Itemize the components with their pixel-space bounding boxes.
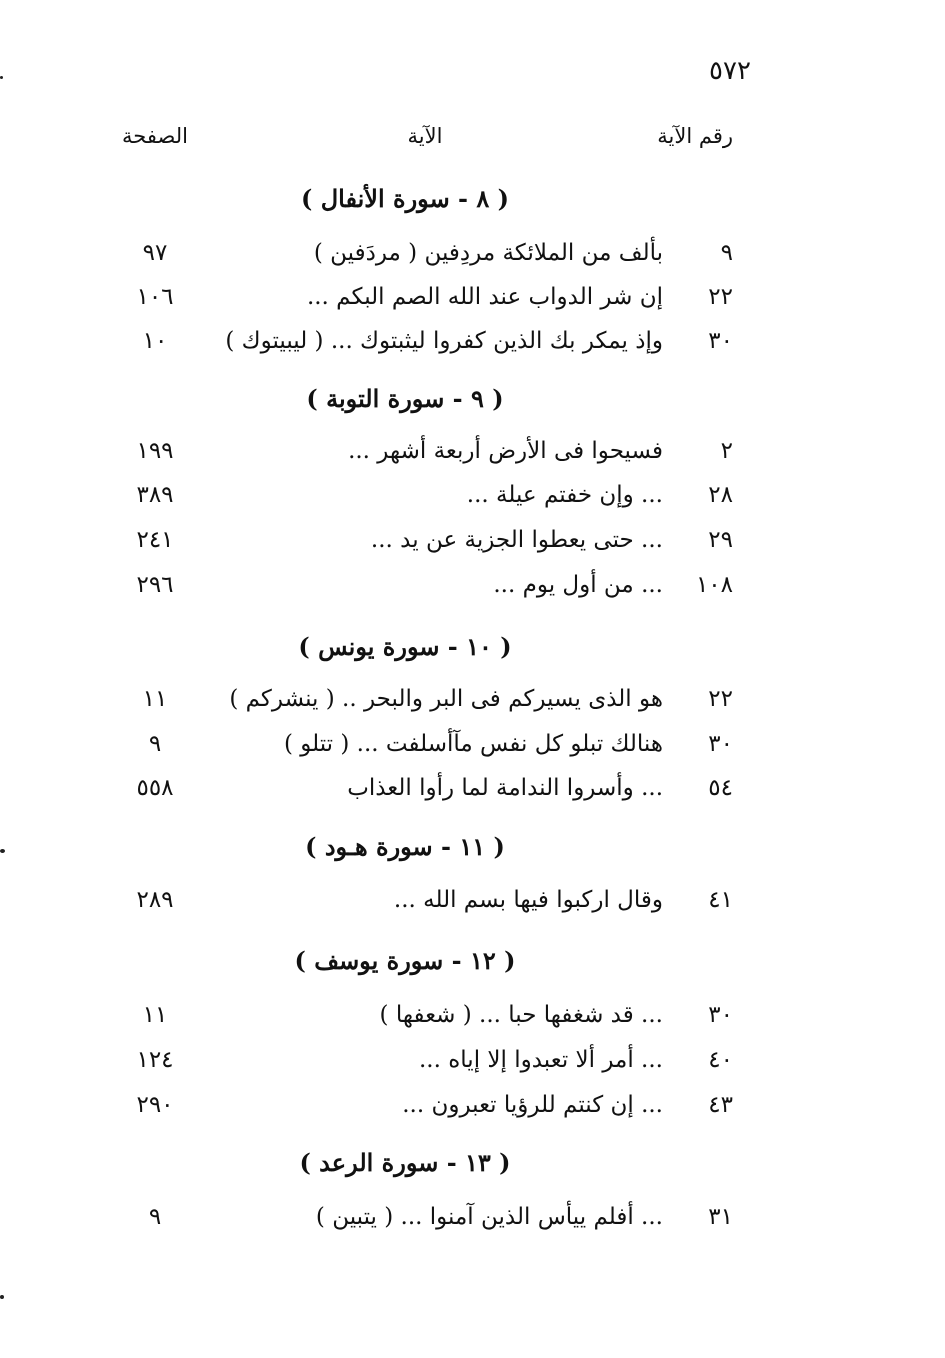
- table-row: [0, 572, 945, 612]
- table-row: [0, 686, 945, 726]
- page-ref: ١١: [142, 1002, 168, 1028]
- ayah-text: فسيحوا فى الأرض أربعة أشهر ...: [348, 438, 663, 464]
- ayah-text: وإذ يمكر بك الذين كفروا ليثبتوك ... ( ليبيتوك ): [225, 328, 663, 354]
- header-page: الصفحة: [122, 124, 188, 148]
- table-row: [0, 328, 945, 368]
- ayah-number: ٤٠: [708, 1047, 733, 1073]
- section-title: ( ٨ - سورة الأنفال ): [301, 184, 509, 213]
- ayah-text: ... وأسروا الندامة لما رأوا العذاب: [347, 775, 663, 801]
- ayah-number: ٣٠: [708, 328, 733, 354]
- ayah-text: هو الذى يسيركم فى البر والبحر .. ( ينشركم ): [229, 686, 663, 712]
- table-row: [0, 482, 945, 522]
- page-ref: ١٩٩: [136, 438, 174, 464]
- header-ayah: الآية: [407, 124, 443, 148]
- page-ref: ٩: [148, 1204, 162, 1230]
- ayah-text: ... من أول يوم ...: [493, 572, 663, 598]
- section-title: ( ٩ - سورة التوبة ): [306, 384, 504, 413]
- page-ref: ٢٨٩: [136, 887, 174, 913]
- table-row: [0, 284, 945, 324]
- ayah-text: ... حتى يعطوا الجزية عن يد ...: [370, 527, 663, 553]
- ayah-text: إن شر الدواب عند الله الصم البكم ...: [306, 284, 663, 310]
- table-row: [0, 775, 945, 815]
- page-ref: ٥٥٨: [136, 775, 174, 801]
- section-title: ( ١٣ - سورة الرعد ): [299, 1148, 511, 1177]
- ayah-text: بألف من الملائكة مردِفين ( مردَفين ): [313, 240, 663, 266]
- ayah-text: وقال اركبوا فيها بسم الله ...: [393, 887, 663, 913]
- section-title: ( ١١ - سورة هـود ): [305, 832, 505, 861]
- page-ref: ٩٧: [142, 240, 168, 266]
- ayah-number: ٩: [720, 240, 733, 266]
- page-ref: ١٢٤: [136, 1047, 174, 1073]
- page-number: ٥٧٢: [709, 56, 751, 86]
- ayah-number: ٣٠: [708, 731, 733, 757]
- page-ref: ٢٩٦: [136, 572, 174, 598]
- ayah-text: ... أمر ألا تعبدوا إلا إياه ...: [418, 1047, 663, 1073]
- ayah-text: ... قد شغفها حبا ... ( شعفها ): [379, 1002, 663, 1028]
- section-title: ( ١٠ - سورة يونس ): [298, 632, 512, 661]
- table-row: [0, 1002, 945, 1042]
- scan-mark: [0, 76, 3, 79]
- table-row: [0, 527, 945, 567]
- ayah-number: ١٠٨: [695, 572, 733, 598]
- ayah-number: ٢: [720, 438, 733, 464]
- page-ref: ١٠: [142, 328, 168, 354]
- ayah-number: ٤١: [708, 887, 733, 913]
- page-ref: ١١: [142, 686, 168, 712]
- ayah-number: ٢٢: [708, 686, 733, 712]
- ayah-text: ... إن كنتم للرؤيا تعبرون ...: [402, 1092, 663, 1118]
- ayah-text: ... وإن خفتم عيلة ...: [466, 482, 663, 508]
- page-ref: ٢٤١: [136, 527, 174, 553]
- table-row: [0, 1047, 945, 1087]
- ayah-number: ٣١: [708, 1204, 733, 1230]
- table-row: [0, 1092, 945, 1132]
- ayah-text: ... أفلم ييأس الذين آمنوا ... ( يتبين ): [315, 1204, 663, 1230]
- ayah-number: ٥٤: [708, 775, 733, 801]
- section-title: ( ١٢ - سورة يوسف ): [294, 946, 516, 975]
- ayah-number: ٢٨: [708, 482, 733, 508]
- table-row: [0, 438, 945, 478]
- page-ref: ٩: [148, 731, 162, 757]
- table-row: [0, 731, 945, 771]
- table-row: [0, 887, 945, 927]
- ayah-number: ٢٩: [708, 527, 733, 553]
- page-ref: ١٠٦: [136, 284, 174, 310]
- page-ref: ٣٨٩: [136, 482, 174, 508]
- ayah-number: ٤٣: [708, 1092, 733, 1118]
- ayah-number: ٣٠: [708, 1002, 733, 1028]
- ayah-number: ٢٢: [708, 284, 733, 310]
- header-ayah-number: رقم الآية: [657, 124, 733, 148]
- table-row: [0, 1204, 945, 1244]
- scan-mark: [0, 849, 5, 853]
- table-row: [0, 240, 945, 280]
- page-ref: ٢٩٠: [136, 1092, 174, 1118]
- ayah-text: هنالك تبلو كل نفس مآأسلفت ... ( تتلو ): [283, 731, 663, 757]
- scan-mark: [0, 1295, 4, 1299]
